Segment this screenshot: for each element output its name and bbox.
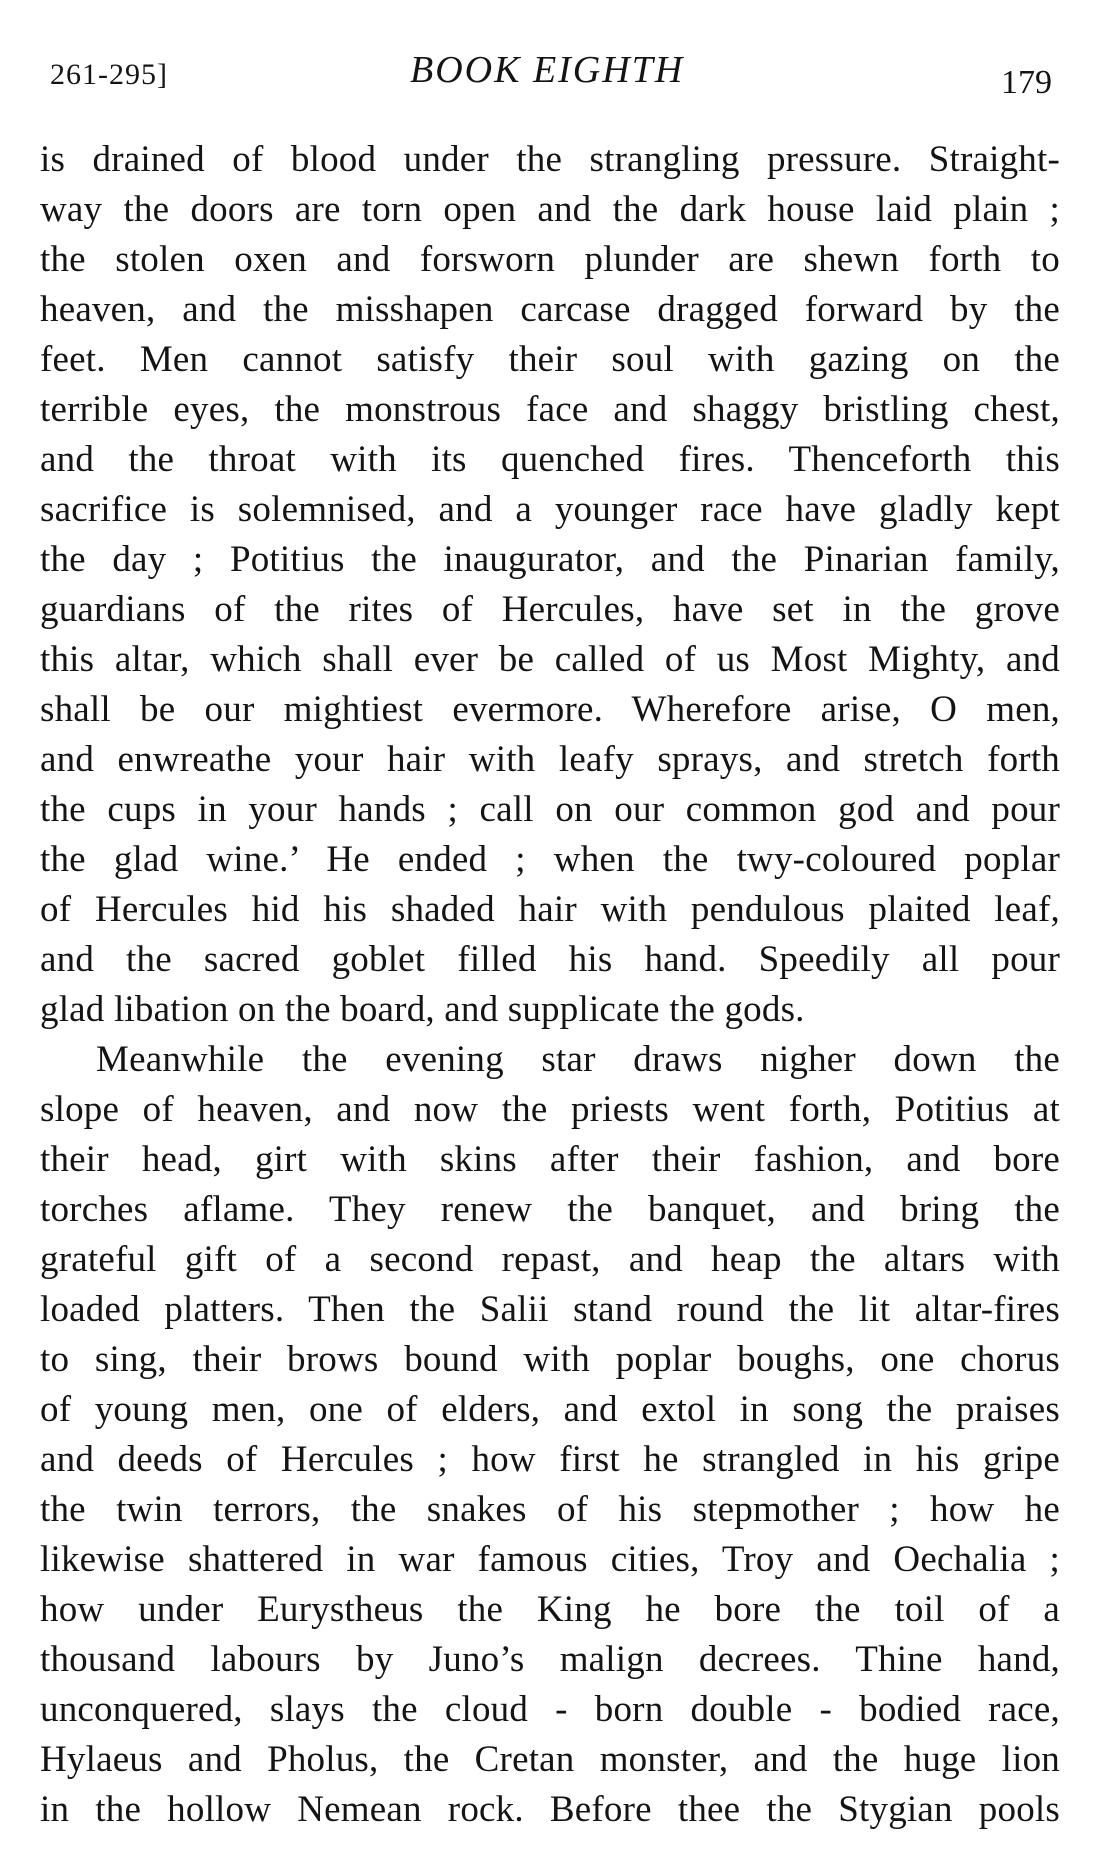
text-line: of Hercules hid his shaded hair with pendulous plaited leaf,	[40, 889, 1060, 930]
text-line: terrible eyes, the monstrous face and shaggy bristling chest,	[40, 389, 1060, 430]
text-line: thousand labours by Juno’s malign decrees. Thine hand,	[40, 1639, 1060, 1680]
book-title: BOOK EIGHTH	[410, 49, 685, 91]
text-line: and deeds of Hercules ; how first he strangled in his gripe	[40, 1439, 1060, 1480]
text-line: likewise shattered in war famous cities, Troy and Oechalia ;	[40, 1539, 1060, 1580]
text-line: grateful gift of a second repast, and heap the altars with	[40, 1239, 1060, 1280]
text-line: how under Eurystheus the King he bore the toil of a	[40, 1589, 1060, 1630]
text-line: to sing, their brows bound with poplar boughs, one chorus	[40, 1339, 1060, 1380]
text-line: is drained of blood under the strangling pressure. Straight-	[40, 139, 1060, 180]
page-number: 179	[1001, 64, 1052, 101]
text-line: Hylaeus and Pholus, the Cretan monster, and the huge lion	[40, 1739, 1060, 1780]
text-line: the cups in your hands ; call on our common god and pour	[40, 789, 1060, 830]
text-line: in the hollow Nemean rock. Before thee the Stygian pools	[40, 1789, 1060, 1830]
body-text	[40, 135, 1060, 1835]
text-line: slope of heaven, and now the priests went forth, Potitius at	[40, 1089, 1060, 1130]
text-line: way the doors are torn open and the dark house laid plain ;	[40, 189, 1060, 230]
text-line: and the throat with its quenched fires. Thenceforth this	[40, 439, 1060, 480]
paragraph-end-line: glad libation on the board, and supplicate the gods.	[40, 989, 805, 1030]
text-line: the stolen oxen and forsworn plunder are shewn forth to	[40, 239, 1060, 280]
text-line: feet. Men cannot satisfy their soul with gazing on the	[40, 339, 1060, 380]
text-line: and enwreathe your hair with leafy sprays, and stretch forth	[40, 739, 1060, 780]
text-line: guardians of the rites of Hercules, have set in the grove	[40, 589, 1060, 630]
line-range: 261-295]	[50, 58, 168, 91]
text-line: loaded platters. Then the Salii stand round the lit altar-fires	[40, 1289, 1060, 1330]
text-line: sacrifice is solemnised, and a younger race have gladly kept	[40, 489, 1060, 530]
text-line: the twin terrors, the snakes of his stepmother ; how he	[40, 1489, 1060, 1530]
text-line: their head, girt with skins after their fashion, and bore	[40, 1139, 1060, 1180]
text-line: and the sacred goblet filled his hand. Speedily all pour	[40, 939, 1060, 980]
text-line: torches aflame. They renew the banquet, and bring the	[40, 1189, 1060, 1230]
text-line: heaven, and the misshapen carcase dragged forward by the	[40, 289, 1060, 330]
running-head	[50, 48, 1050, 100]
text-line: the day ; Potitius the inaugurator, and the Pinarian family,	[40, 539, 1060, 580]
text-line: of young men, one of elders, and extol in song the praises	[40, 1389, 1060, 1430]
text-line: the glad wine.’ He ended ; when the twy-coloured poplar	[40, 839, 1060, 880]
text-line: unconquered, slays the cloud - born double - bodied race,	[40, 1689, 1060, 1730]
text-line: this altar, which shall ever be called of us Most Mighty, and	[40, 639, 1060, 680]
paragraph-start-line: Meanwhile the evening star draws nigher down the	[96, 1039, 1060, 1080]
text-line: shall be our mightiest evermore. Wherefore arise, O men,	[40, 689, 1060, 730]
